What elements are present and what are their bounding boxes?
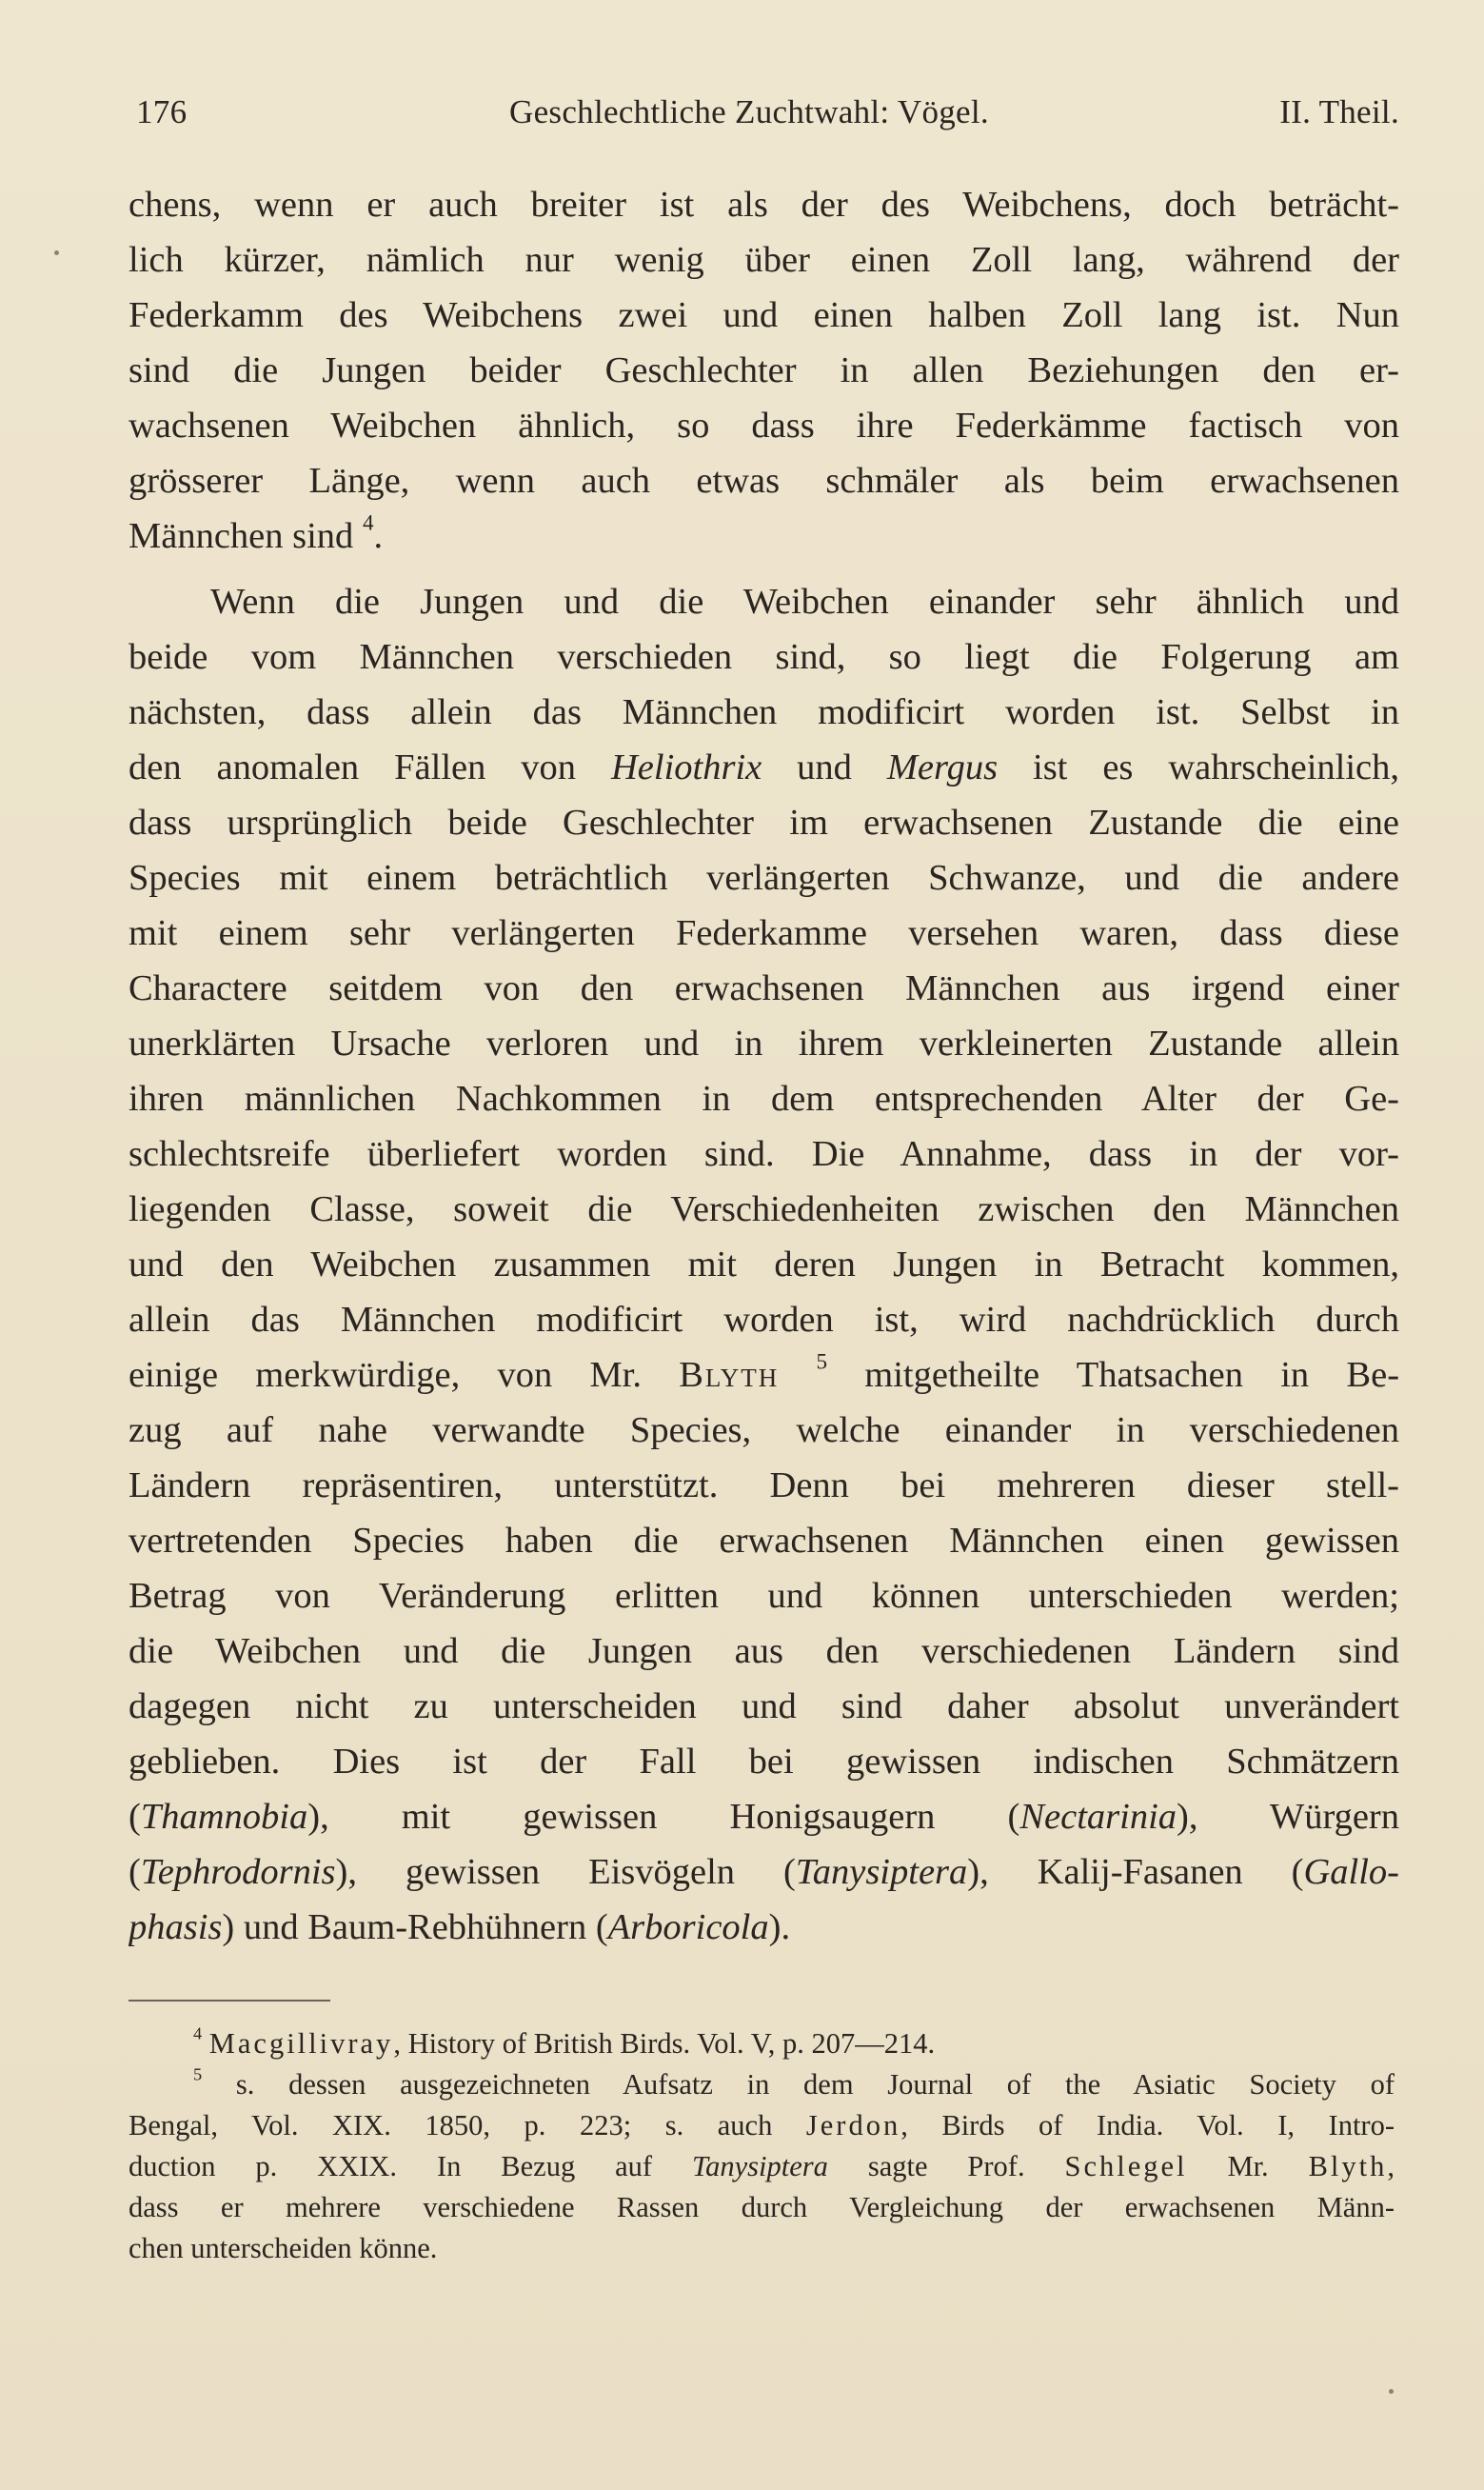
text-line: grösserer Länge, wenn auch etwas schmäler als beim erwachsenen (129, 461, 1399, 501)
text-run: mitgetheilte Thatsachen in Be- (827, 1355, 1399, 1395)
text-line: allein das Männchen modificirt worden ist, wird nachdrücklich durch (129, 1300, 1399, 1340)
page-number: 176 (136, 93, 188, 130)
genus-name: Heliothrix (610, 747, 762, 787)
text-run: und (762, 747, 887, 787)
main-text (129, 177, 1399, 1955)
text-line: die Weibchen und die Jungen aus den verschiedenen Ländern sind (129, 1631, 1399, 1671)
text-run: ). (768, 1907, 791, 1947)
text-run: ), mit gewissen Honigsaugern ( (307, 1797, 1020, 1837)
author-name: Blyth (679, 1355, 780, 1395)
text-run: , History of British Birds. Vol. V, p. 207—214. (393, 2027, 936, 2060)
footnote-line: chen unterscheiden könne. (129, 2232, 438, 2264)
footnote-4 (129, 2023, 1395, 2064)
text-line: sind die Jungen beider Geschlechter in allen Beziehungen den er- (129, 350, 1399, 390)
text-line: Charactere seitdem von den erwachsenen Männchen aus irgend einer (129, 968, 1399, 1008)
text-run: sagte Prof. (827, 2150, 1065, 2182)
text-run: ), Kalij-Fasanen ( (967, 1852, 1304, 1892)
text-run: , Birds of India. Vol. I, Intro- (900, 2109, 1395, 2141)
text-run: Bengal, Vol. XIX. 1850, p. 223; s. auch (129, 2109, 806, 2141)
text-line: ihren männlichen Nachkommen in dem entsprechenden Alter der Ge- (129, 1079, 1399, 1119)
text-run: duction p. XXIX. In Bezug auf (129, 2150, 692, 2182)
text-run: . (373, 516, 384, 556)
text-line: Ländern repräsentiren, unterstützt. Denn bei mehreren dieser stell- (129, 1465, 1399, 1505)
paper-speck (54, 250, 59, 255)
paper-speck (1389, 2389, 1394, 2394)
genus-name: Tephrodornis (140, 1852, 336, 1892)
author-name: Blyth (1308, 2150, 1388, 2182)
text-line: dagegen nicht zu unterscheiden und sind daher absolut unverändert (129, 1686, 1399, 1726)
footnote-line (129, 2146, 1395, 2187)
text-line: Species mit einem beträchtlich verlängerten Schwanze, und die andere (129, 858, 1399, 898)
text-run: ) und Baum-Rebhühnern ( (222, 1907, 608, 1947)
text-line: mit einem sehr verlängerten Federkamme versehen waren, dass diese (129, 913, 1399, 953)
footnote-line (129, 2105, 1395, 2146)
text-run: ( (129, 1797, 141, 1837)
author-name: Macgillivray (208, 2027, 394, 2060)
text-run: den anomalen Fällen von (129, 747, 611, 787)
footnote-ref-5[interactable]: 5 (816, 1348, 828, 1374)
footnote-5 (129, 2064, 1395, 2105)
text-line: vertretenden Species haben die erwachsenen Männchen einen gewissen (129, 1521, 1399, 1561)
text-line: zug auf nahe verwandte Species, welche einander in verschiedenen (129, 1410, 1399, 1450)
genus-name: Tanysiptera (795, 1852, 968, 1892)
author-name: Jerdon (805, 2109, 901, 2141)
text-line: Betrag von Veränderung erlitten und können unterschieden werden; (129, 1576, 1399, 1616)
genus-name: phasis (129, 1907, 223, 1947)
text-line (129, 1789, 1399, 1844)
text-run: Mr. (1187, 2150, 1309, 2182)
text-line: liegenden Classe, soweit die Verschiedenheiten zwischen den Männchen (129, 1189, 1399, 1229)
genus-name: Tanysiptera (691, 2150, 828, 2182)
text-line (129, 1844, 1399, 1900)
text-run: , (1387, 2150, 1395, 2182)
text-line (129, 1347, 1399, 1403)
text-line: beide vom Männchen verschieden sind, so liegt die Folgerung am (129, 637, 1399, 677)
text-line: chens, wenn er auch breiter ist als der des Weibchens, doch beträcht- (129, 185, 1399, 225)
text-line: Wenn die Jungen und die Weibchen einander sehr ähnlich und (210, 582, 1399, 622)
footnote-ref-4[interactable]: 4 (362, 509, 374, 535)
footnote-mark: 5 (193, 2064, 203, 2084)
text-line: lich kürzer, nämlich nur wenig über einen Zoll lang, während der (129, 240, 1399, 280)
author-name: Schlegel (1064, 2150, 1188, 2182)
text-run: Männchen sind (129, 516, 354, 556)
genus-name: Gallo- (1303, 1852, 1399, 1892)
text-line: dass ursprünglich beide Geschlechter im erwachsenen Zustande die eine (129, 803, 1399, 843)
genus-name: Thamnobia (140, 1797, 308, 1837)
text-run: ( (129, 1852, 141, 1892)
text-line: nächsten, dass allein das Männchen modificirt worden ist. Selbst in (129, 692, 1399, 732)
text-line: Federkamm des Weibchens zwei und einen halben Zoll lang ist. Nun (129, 295, 1399, 335)
genus-name: Nectarinia (1019, 1797, 1177, 1837)
text-run: ), Würgern (1177, 1797, 1399, 1837)
text-run: ), gewissen Eisvögeln ( (335, 1852, 796, 1892)
text-line: wachsenen Weibchen ähnlich, so dass ihre Federkämme factisch von (129, 406, 1399, 446)
running-title: Geschlechtliche Zuchtwahl: Vögel. (509, 93, 989, 130)
text-line: und den Weibchen zusammen mit deren Jungen in Betracht kommen, (129, 1245, 1399, 1285)
running-header (129, 93, 1399, 141)
text-line (129, 508, 1399, 564)
text-line (129, 740, 1399, 795)
footnotes (129, 2023, 1395, 2269)
text-line (129, 1900, 1399, 1955)
text-line: geblieben. Dies ist der Fall bei gewissen indischen Schmätzern (129, 1742, 1399, 1782)
text-run: ist es wahrscheinlich, (998, 747, 1399, 787)
footnote-divider (129, 2000, 330, 2002)
genus-name: Arboricola (607, 1907, 769, 1947)
text-line: unerklärten Ursache verloren und in ihrem verkleinerten Zustande allein (129, 1024, 1399, 1064)
footnote-mark: 4 (193, 2023, 203, 2043)
text-run: einige merkwürdige, von Mr. (129, 1355, 680, 1395)
text-run: s. dessen ausgezeichneten Aufsatz in dem Journal of the Asiatic Society of (235, 2068, 1395, 2101)
genus-name: Mergus (886, 747, 999, 787)
footnote-line: dass er mehrere verschiedene Rassen durch Vergleichung der erwachsenen Männ- (129, 2191, 1395, 2223)
text-line: schlechtsreife überliefert worden sind. Die Annahme, dass in der vor- (129, 1134, 1399, 1174)
part-label: II. Theil. (1279, 93, 1399, 130)
